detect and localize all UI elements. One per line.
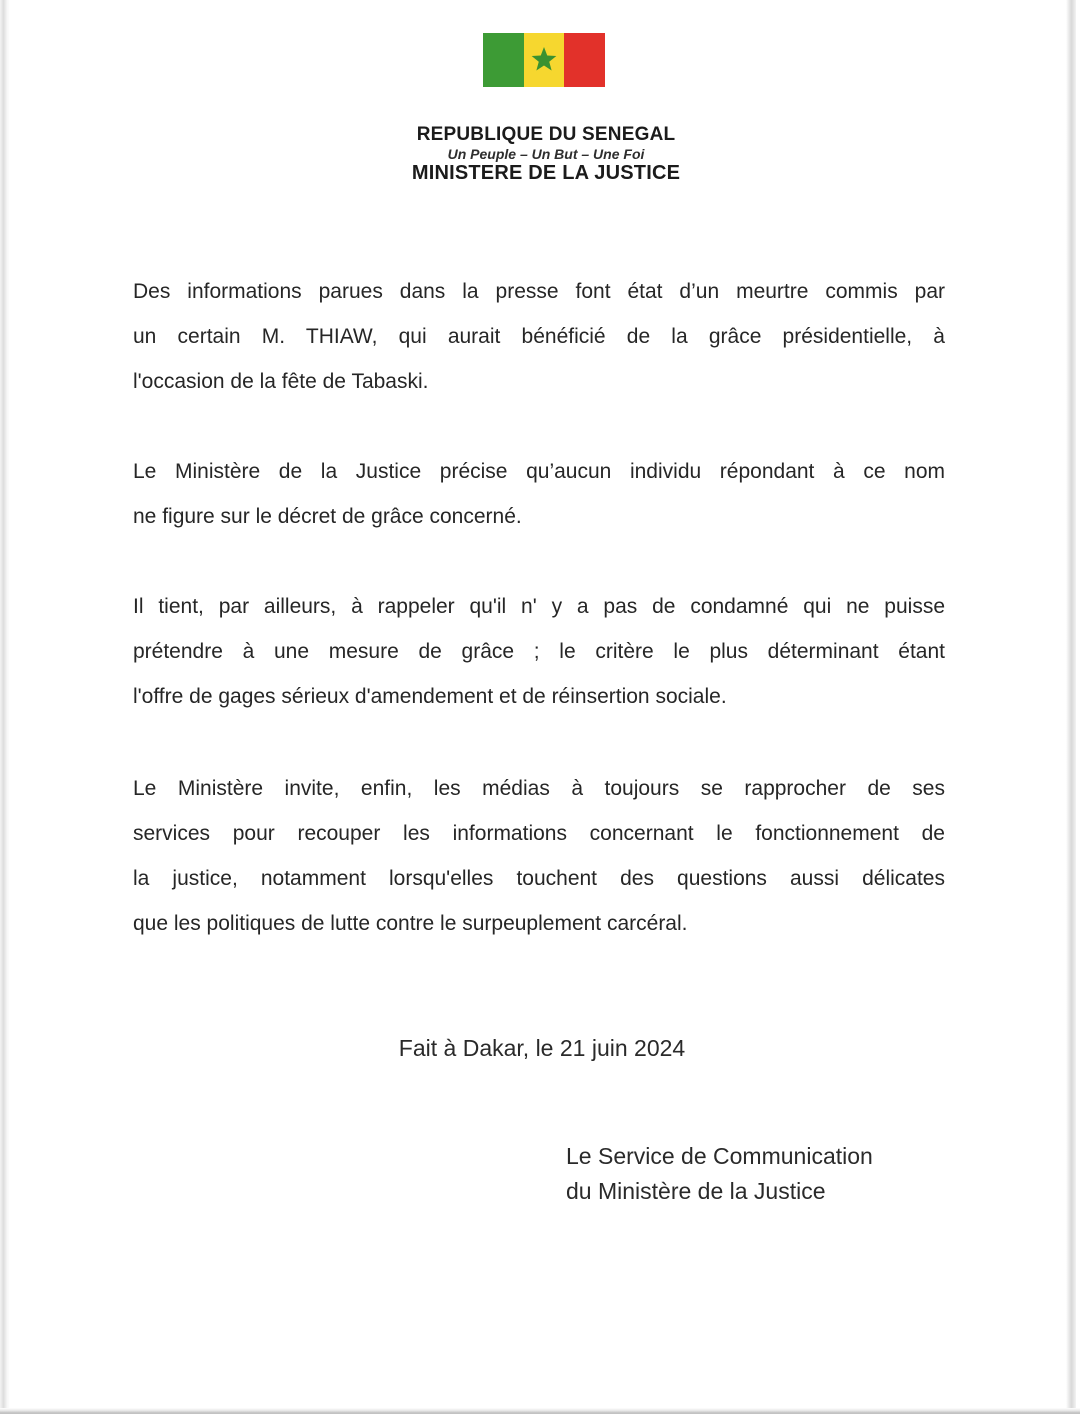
paragraph-line: la justice, notamment lorsqu'elles touchent des questions aussi délicates <box>133 867 945 890</box>
signature-line-1: Le Service de Communication <box>566 1143 873 1169</box>
signature-line-2: du Ministère de la Justice <box>566 1178 826 1204</box>
dateline: Fait à Dakar, le 21 juin 2024 <box>398 1035 686 1061</box>
senegal-flag <box>483 33 605 87</box>
flag-yellow-stripe <box>524 33 565 87</box>
signature-block <box>566 1139 873 1209</box>
body-paragraph-4 <box>133 766 945 946</box>
page-right-edge-shadow <box>1066 0 1076 1414</box>
flag-green-stripe <box>483 33 524 87</box>
republic-title: REPUBLIQUE DU SENEGAL <box>416 124 676 145</box>
paragraph-line: prétendre à une mesure de grâce ; le critère le plus déterminant étant <box>133 640 945 663</box>
paragraph-line: Il tient, par ailleurs, à rappeler qu'il n' y a pas de condamné qui ne puisse <box>133 595 945 618</box>
paragraph-line: l'offre de gages sérieux d'amendement et de réinsertion sociale. <box>133 685 727 708</box>
flag-star-icon <box>529 45 559 75</box>
paragraph-line: ne figure sur le décret de grâce concerné. <box>133 505 522 528</box>
paragraph-line: Le Ministère invite, enfin, les médias à toujours se rapprocher de ses <box>133 777 945 800</box>
page-bottom-edge-shadow <box>0 1408 1080 1414</box>
paragraph-line: services pour recouper les informations concernant le fonctionnement de <box>133 822 945 845</box>
page-left-edge-shadow <box>0 0 10 1414</box>
flag-red-stripe <box>564 33 605 87</box>
ministry-title: MINISTERE DE LA JUSTICE <box>411 162 681 184</box>
national-motto: Un Peuple – Un But – Une Foi <box>447 146 645 162</box>
paragraph-line: un certain M. THIAW, qui aurait bénéficié de la grâce présidentielle, à <box>133 325 945 348</box>
paragraph-line: Des informations parues dans la presse font état d’un meurtre commis par <box>133 280 945 303</box>
body-paragraph-2 <box>133 449 945 539</box>
paragraph-line: l'occasion de la fête de Tabaski. <box>133 370 429 393</box>
body-paragraph-1 <box>133 269 945 404</box>
paragraph-line: Le Ministère de la Justice précise qu’aucun individu répondant à ce nom <box>133 460 945 483</box>
paragraph-line: que les politiques de lutte contre le surpeuplement carcéral. <box>133 912 688 935</box>
body-paragraph-3 <box>133 584 945 719</box>
